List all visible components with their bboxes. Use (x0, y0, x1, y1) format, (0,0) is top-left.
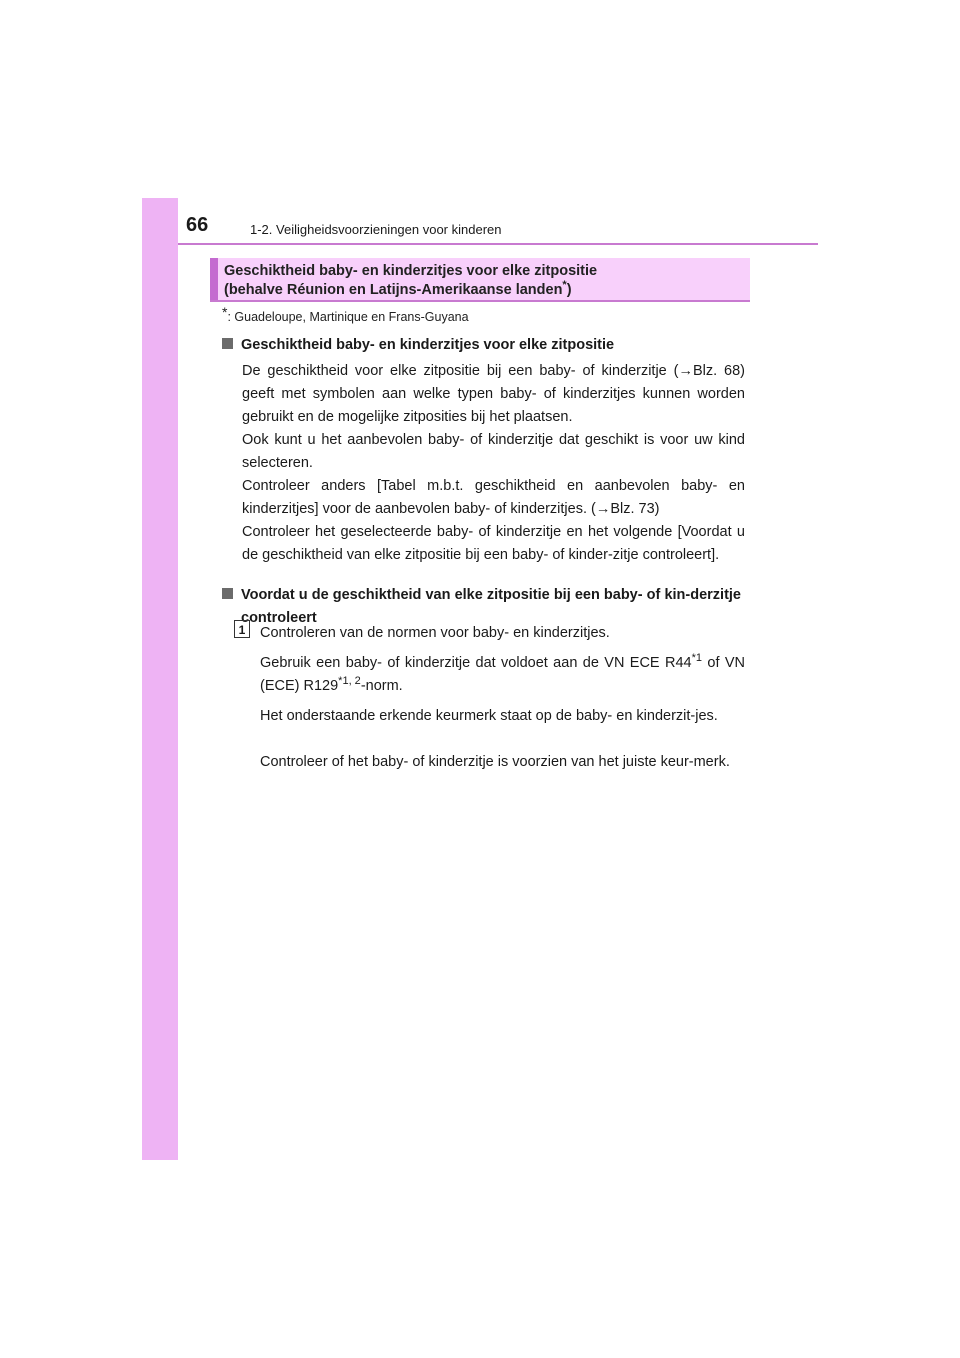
heading-line-2: (behalve Réunion en Latijns-Amerikaanse landen*) (224, 279, 572, 298)
paragraph-approval-mark: Het onderstaande erkende keurmerk staat op de baby- en kinderzit-jes. (260, 708, 718, 724)
heading-line-1: Geschiktheid baby- en kinderzitjes voor elke zitpositie (224, 263, 598, 279)
heading-accent-bar (210, 258, 218, 300)
subsection-title-before-check: Voordat u de geschiktheid van elke zitpositie bij een baby- of kin-derzitje controleert (222, 584, 741, 630)
section-heading-box (210, 258, 750, 302)
footnote: *: Guadeloupe, Martinique en Frans-Guyana (222, 304, 469, 324)
side-tab-bar (142, 198, 178, 1160)
footnote-marker: * (222, 304, 228, 320)
step-number-badge: 1 (234, 620, 250, 638)
chapter-title: 1-2. Veiligheidsvoorzieningen voor kinderen (250, 222, 502, 237)
step-title: Controleren van de normen voor baby- en kinderzitjes. (260, 625, 610, 641)
square-bullet-icon (222, 588, 233, 599)
paragraph-check-selected: Controleer het geselecteerde baby- of kinderzitje en het volgende [Voordat u de geschiktheid van elke zitpositie bij een baby- of kinder-zitje controleert]. (242, 524, 745, 563)
paragraph-check-table: Controleer anders [Tabel m.b.t. geschiktheid en aanbevolen baby- en kinderzitjes] voor de aanbevolen baby- of kinderzitjes. (→Blz. 73) (242, 478, 745, 517)
header-divider (178, 243, 818, 245)
page-number: 66 (186, 214, 209, 236)
subsection-title-suitability: Geschiktheid baby- en kinderzitjes voor elke zitpositie (222, 334, 741, 357)
paragraph-select-seat: Ook kunt u het aanbevolen baby- of kinderzitje dat geschikt is voor uw kind selecteren. (242, 432, 745, 471)
section-heading (224, 262, 597, 300)
square-bullet-icon (222, 338, 233, 349)
paragraph-standards: Gebruik een baby- of kinderzitje dat voldoet aan de VN ECE R44$^{*1}$ of VN (ECE) R129$^{*1, 2}$-norm. (260, 652, 746, 694)
paragraph-suitability-intro: De geschiktheid voor elke zitpositie bij een baby- of kinderzitje (→Blz. 68) geeft met symbolen aan welke typen baby- of kinderzitjes kunnen worden gebruikt en de mogelijke zitposities bij het plaatsen. (242, 363, 745, 425)
paragraph-check-mark: Controleer of het baby- of kinderzitje is voorzien van het juiste keur-merk. (260, 754, 730, 770)
